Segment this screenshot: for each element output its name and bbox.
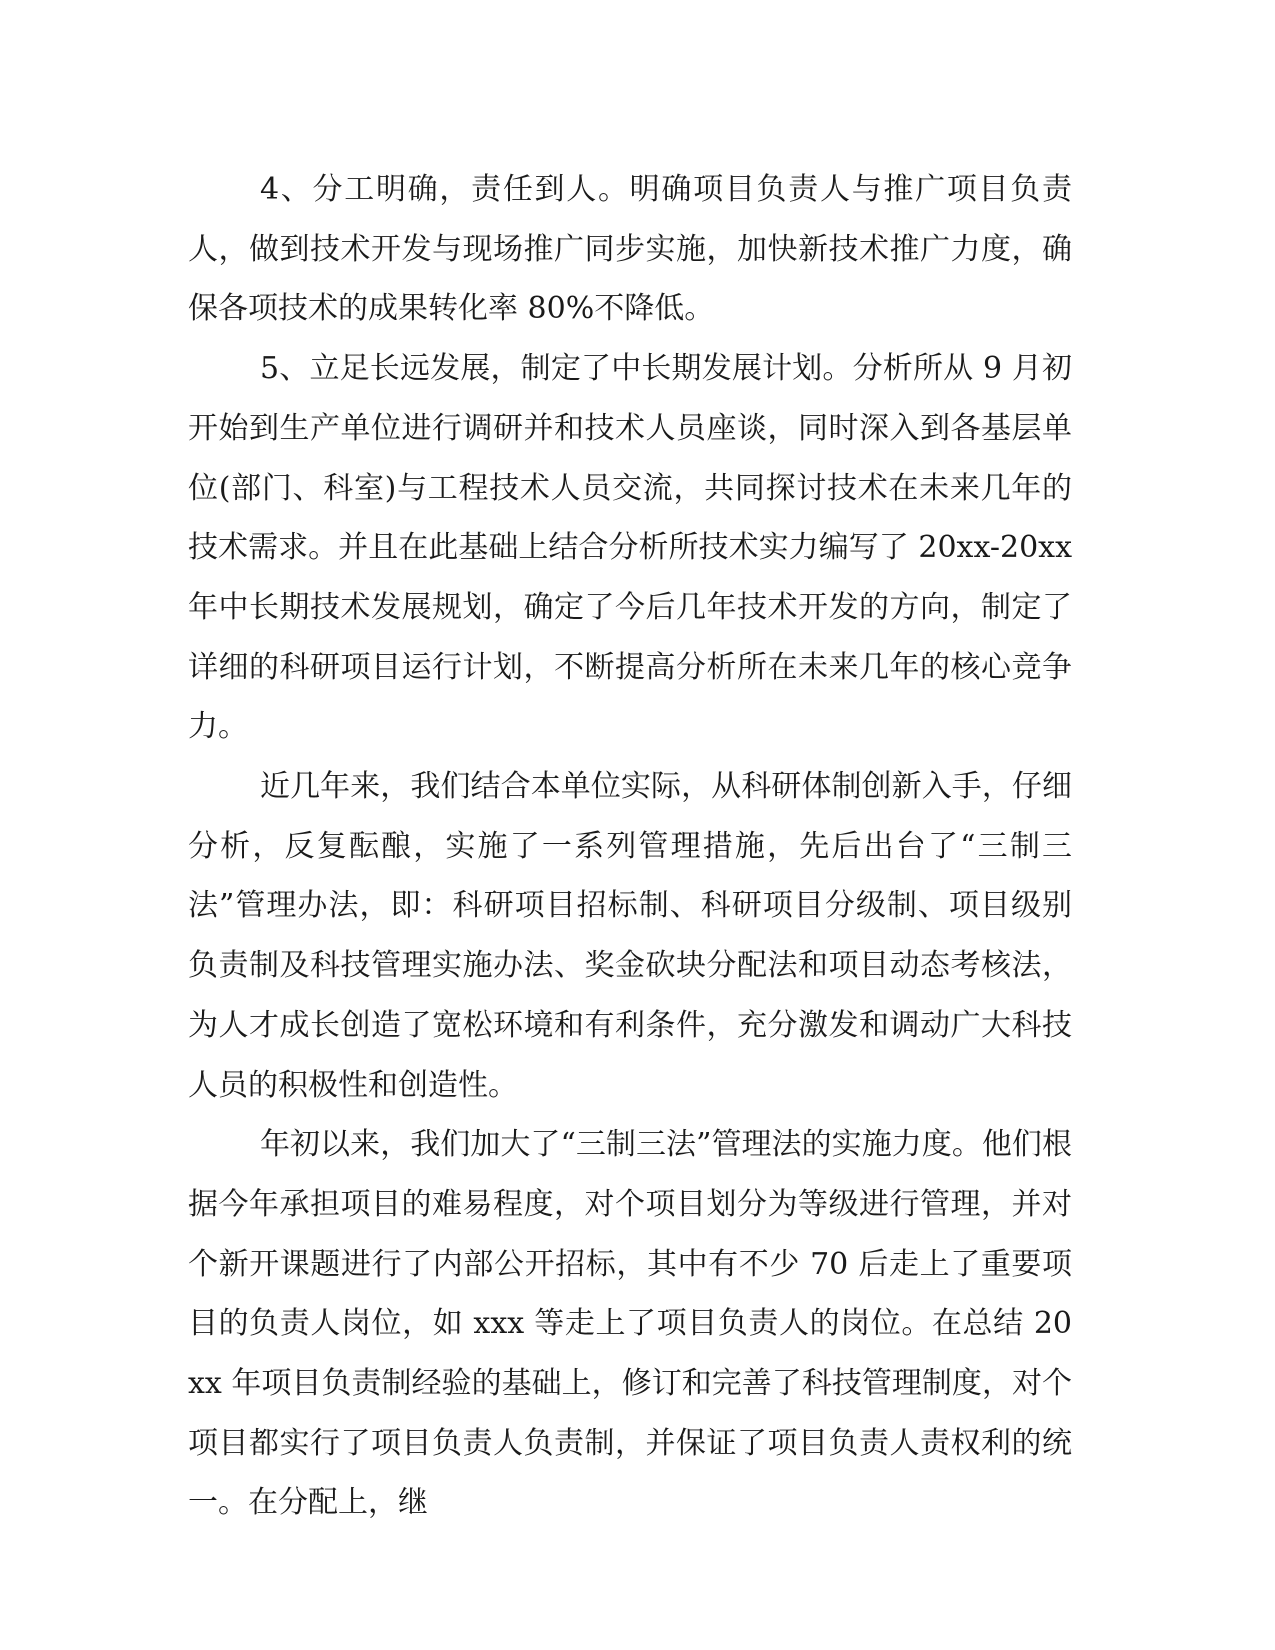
document-body	[188, 160, 1072, 1533]
paragraph-long-term-plan: 5、立足长远发展，制定了中长期发展计划。分析所从 9 月初开始到生产单位进行调研并和技术人员座谈，同时深入到各基层单位(部门、科室)与工程技术人员交流，共同探讨技术在未来几年的技术需求。并且在此基础上结合分析所技术实力编写了 20xx-20xx 年中长期技术发展规划，确定了今后几年技术开发的方向，制定了详细的科研项目运行计划，不断提高分析所在未来几年的核心竞争力。	[188, 351, 1072, 745]
paragraph-implementation: 年初以来，我们加大了“三制三法”管理法的实施力度。他们根据今年承担项目的难易程度，对个项目划分为等级进行管理，并对个新开课题进行了内部公开招标，其中有不少 70 后走上了重要项目的负责人岗位，如 xxx 等走上了项目负责人的岗位。在总结 20xx 年项目负责制经验的基础上，修订和完善了科技管理制度，对个项目都实行了项目负责人负责制，并保证了项目负责人责权利的统一。在分配上，继	[188, 1127, 1072, 1521]
paragraph-division-of-labor: 4、分工明确，责任到人。明确项目负责人与推广项目负责人，做到技术开发与现场推广同步实施，加快新技术推广力度，确保各项技术的成果转化率 80%不降低。	[188, 172, 1072, 327]
paragraph-management-innovation: 近几年来，我们结合本单位实际，从科研体制创新入手，仔细分析，反复酝酿，实施了一系列管理措施，先后出台了“三制三法”管理办法，即：科研项目招标制、科研项目分级制、项目级别负责制及科技管理实施办法、奖金砍块分配法和项目动态考核法，为人才成长创造了宽松环境和有利条件，充分激发和调动广大科技人员的积极性和创造性。	[188, 769, 1072, 1103]
